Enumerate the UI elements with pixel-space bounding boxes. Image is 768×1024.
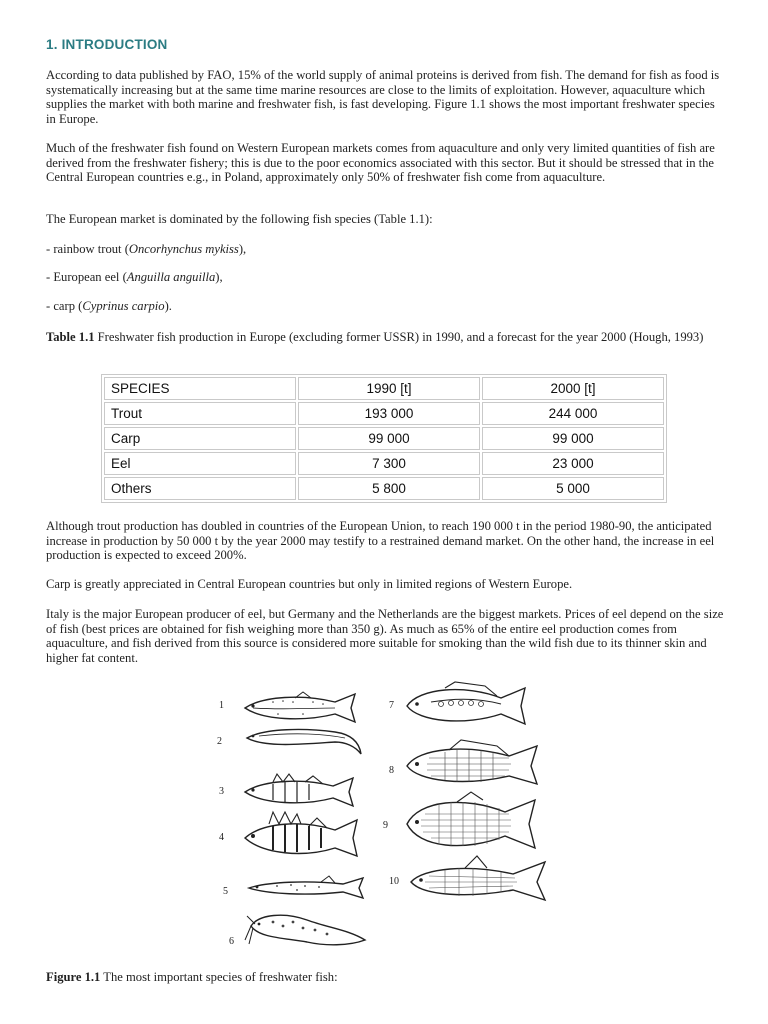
figure-number: 1 (219, 700, 224, 711)
paragraph-carp: Carp is greatly appreciated in Central European countries but only in limited regions of Western Europe. (46, 577, 573, 591)
figure-number: 8 (389, 765, 394, 776)
roach-drawing (409, 854, 555, 904)
cell-2000: 5 000 (482, 477, 664, 500)
cell-2000: 244 000 (482, 402, 664, 425)
paragraph-trout-production: Although trout production has doubled in countries of the European Union, to reach 190 000 t in the period 1980-90, the anticipated increase in production by 50 000 t by the year 2000 may testify to a restrained demand market. On the other hand, the increase in eel production is expected to exceed 200%. (46, 519, 715, 563)
section-heading: 1. INTRODUCTION (46, 37, 168, 52)
paragraph-eel-markets: Italy is the major European producer of eel, but Germany and the Netherlands are the biggest markets. Prices of eel depend on the size of fish (best prices are obtained for fish weighing more than 350 g). As much as 65% of the entire eel production comes from aquaculture, and fish derived from this source is considered more suitable for smoking than the wild fish due to its thinner skin and higher fat content. (46, 607, 724, 665)
table-row (104, 452, 664, 475)
cell-1990: 5 800 (298, 477, 480, 500)
figure-caption-text: The most important species of freshwater fish: (100, 970, 338, 984)
bullet-suffix: ). (164, 299, 172, 313)
bullet-prefix: - rainbow trout ( (46, 242, 129, 256)
figure-number: 2 (217, 736, 222, 747)
paragraph-fao: According to data published by FAO, 15% of the world supply of animal proteins is derived from fish. The demand for fish as food is systematically increasing but at the same time marine resources are close to the limits of exploitation. However, aquaculture which supplies the market with both marine and freshwater fish, is fast developing. Figure 1.1 shows the most important freshwater species in Europe. (46, 68, 720, 126)
mirror-carp-drawing (405, 680, 535, 728)
latin-name: Anguilla anguilla (126, 270, 216, 284)
figure-number: 4 (219, 832, 224, 843)
pike-drawing (247, 874, 371, 902)
table-caption (46, 330, 726, 345)
cell-2000: 99 000 (482, 427, 664, 450)
bullet-suffix: ), (215, 270, 223, 284)
bream-drawing (405, 792, 545, 854)
trout-drawing (243, 690, 367, 726)
header-1990: 1990 [t] (298, 377, 480, 400)
fish-figure (215, 680, 555, 950)
cell-species: Eel (104, 452, 296, 475)
header-2000: 2000 [t] (482, 377, 664, 400)
carp-drawing (405, 738, 547, 788)
catfish-drawing (245, 906, 371, 952)
figure-caption (46, 970, 726, 985)
cell-species: Carp (104, 427, 296, 450)
cell-1990: 99 000 (298, 427, 480, 450)
paragraph-western-markets: Much of the freshwater fish found on Western European markets comes from aquaculture and only very limited quantities of fish are derived from the freshwater fishery; this is due to the poor economics associated with this sector. But it should be stressed that in the Central European countries e.g., in Poland, approximately only 50% of freshwater fish come from aquaculture. (46, 141, 715, 185)
figure-number: 6 (229, 936, 234, 947)
bullet-eel (46, 270, 726, 285)
perch-striped-drawing (243, 810, 367, 862)
figure-number: 3 (219, 786, 224, 797)
figure-number: 7 (389, 700, 394, 711)
header-species: SPECIES (104, 377, 296, 400)
perch-drawing (243, 770, 363, 810)
table-row (104, 477, 664, 500)
latin-name: Cyprinus carpio (82, 299, 165, 313)
figure-number: 9 (383, 820, 388, 831)
bullet-trout (46, 242, 726, 257)
bullet-prefix: - European eel ( (46, 270, 127, 284)
table-row (104, 427, 664, 450)
latin-name: Oncorhynchus mykiss (128, 242, 239, 256)
cell-1990: 193 000 (298, 402, 480, 425)
figure-number: 5 (223, 886, 228, 897)
cell-2000: 23 000 (482, 452, 664, 475)
bullet-carp (46, 299, 726, 314)
table-caption-text: Freshwater fish production in Europe (excluding former USSR) in 1990, and a forecast for the year 2000 (Hough, 1993) (94, 330, 704, 344)
production-table (101, 374, 667, 503)
cell-species: Others (104, 477, 296, 500)
eel-drawing (245, 724, 365, 760)
table-row (104, 402, 664, 425)
figure-caption-label: Figure 1.1 (46, 970, 101, 984)
table-caption-label: Table 1.1 (46, 330, 95, 344)
bullet-suffix: ), (238, 242, 247, 256)
cell-1990: 7 300 (298, 452, 480, 475)
bullet-prefix: - carp ( (46, 299, 83, 313)
figure-number: 10 (389, 876, 399, 887)
table-header-row (104, 377, 664, 400)
paragraph-market-intro: The European market is dominated by the following fish species (Table 1.1): (46, 212, 433, 226)
cell-species: Trout (104, 402, 296, 425)
